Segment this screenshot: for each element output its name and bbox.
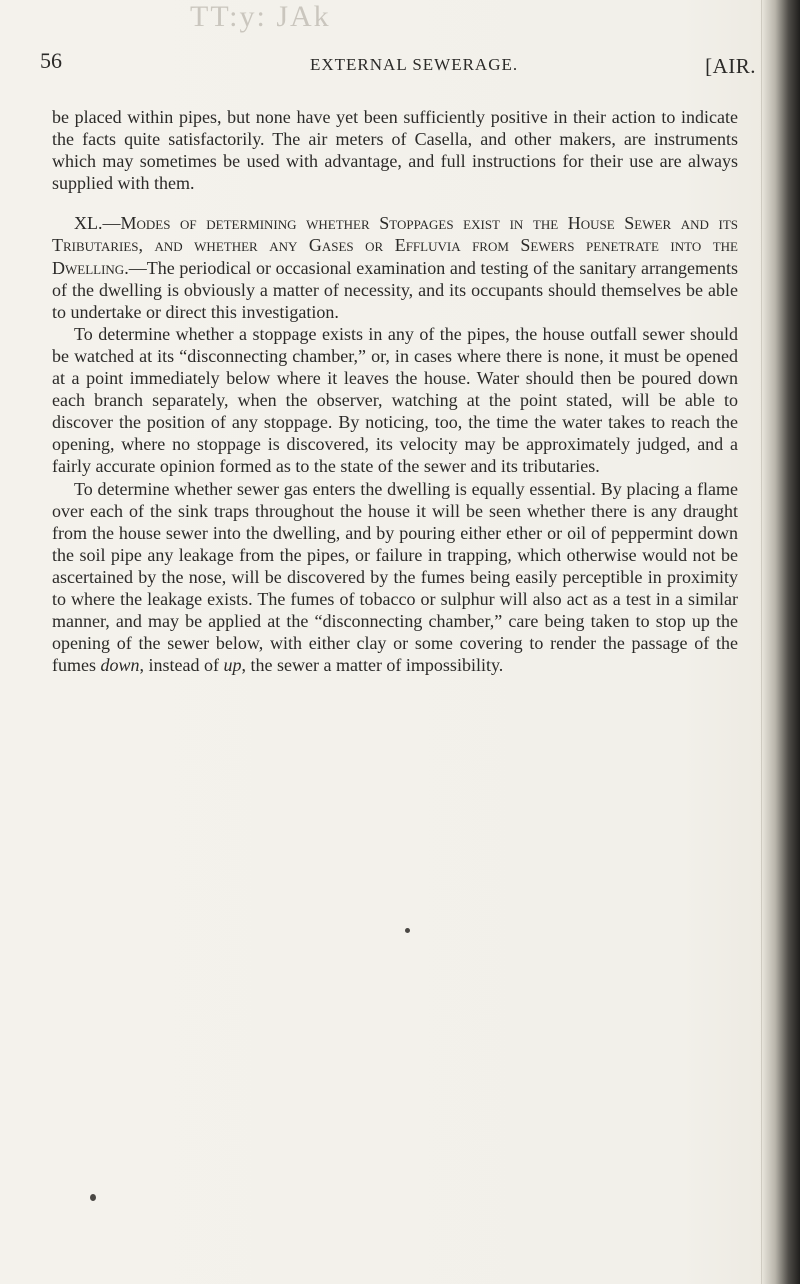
section-paragraph: [52, 212, 738, 322]
book-spine-shadow: [762, 0, 800, 1284]
section-title: —Modes of determining whether Stoppages exist in the House Sewer and its Tributaries, and whether any Gases or Effluvia from Sewers penetrate into the Dwelling.: [52, 213, 738, 278]
stray-mark: [90, 1194, 96, 1201]
page-header: [40, 40, 756, 84]
section-mark: [AIR.: [705, 54, 756, 78]
stoppage-paragraph: To determine whether a stoppage exists in any of the pipes, the house outfall sewer should be watched at its “disconnecting chamber,” or, in cases where there is none, it must be opened at a point immediately below where it leaves the house. Water should then be poured down each branch separately, when the observer, watching at the point stated, will be able to discover the position of any stoppage. By noticing, too, the time the water takes to reach the opening, where no stoppage is discovered, its velocity may be approximately judged, and a fairly accurate opinion formed as to the state of the sewer and its tributaries.: [52, 323, 738, 477]
page-number: 56: [40, 48, 62, 73]
bleed-through-text: TT:y: JAk: [190, 0, 331, 33]
section-number: XL.: [74, 213, 103, 234]
sewer-gas-paragraph: [52, 478, 738, 677]
sewer-gas-text: To determine whether sewer gas enters the dwelling is equally essential. By placing a flame over each of the sink traps throughout the house it will be seen whether there is any draught from the house sewer into the dwelling, and by pouring either ether or oil of peppermint down the soil pipe any leakage from the pipes, or failure in trapping, which otherwise would not be ascertained by the nose, will be discovered by the fumes being easily perceptible in proximity to where the leakage exists. The fumes of tobacco or sulphur will also act as a test in a similar manner, and may be applied at the “disconnecting chamber,” care being taken to stop up the opening of the sewer below, with either clay or some covering to render the passage of the fumes: [52, 478, 738, 676]
emphasis-up: up: [223, 655, 242, 676]
running-head: EXTERNAL SEWERAGE.: [310, 55, 519, 74]
section-intro: —The periodical or occasional examination and testing of the sanitary arrangements of the dwelling is obviously a matter of necessity, and its occupants should themselves be able to undertake or direct this investigation.: [52, 257, 738, 322]
continued-paragraph: be placed within pipes, but none have yet been sufficiently positive in their action to indicate the facts quite satisfactorily. The air meters of Casella, and other makers, are instruments which may sometimes be used with advantage, and full instructions for their use are always supplied with them.: [52, 107, 738, 194]
emphasis-down: down: [100, 655, 140, 676]
sewer-gas-text-middle: , instead of: [139, 655, 224, 676]
stray-mark: [405, 928, 410, 933]
sewer-gas-text-end: , the sewer a matter of impossibility.: [241, 655, 504, 676]
page-body: [52, 106, 738, 676]
